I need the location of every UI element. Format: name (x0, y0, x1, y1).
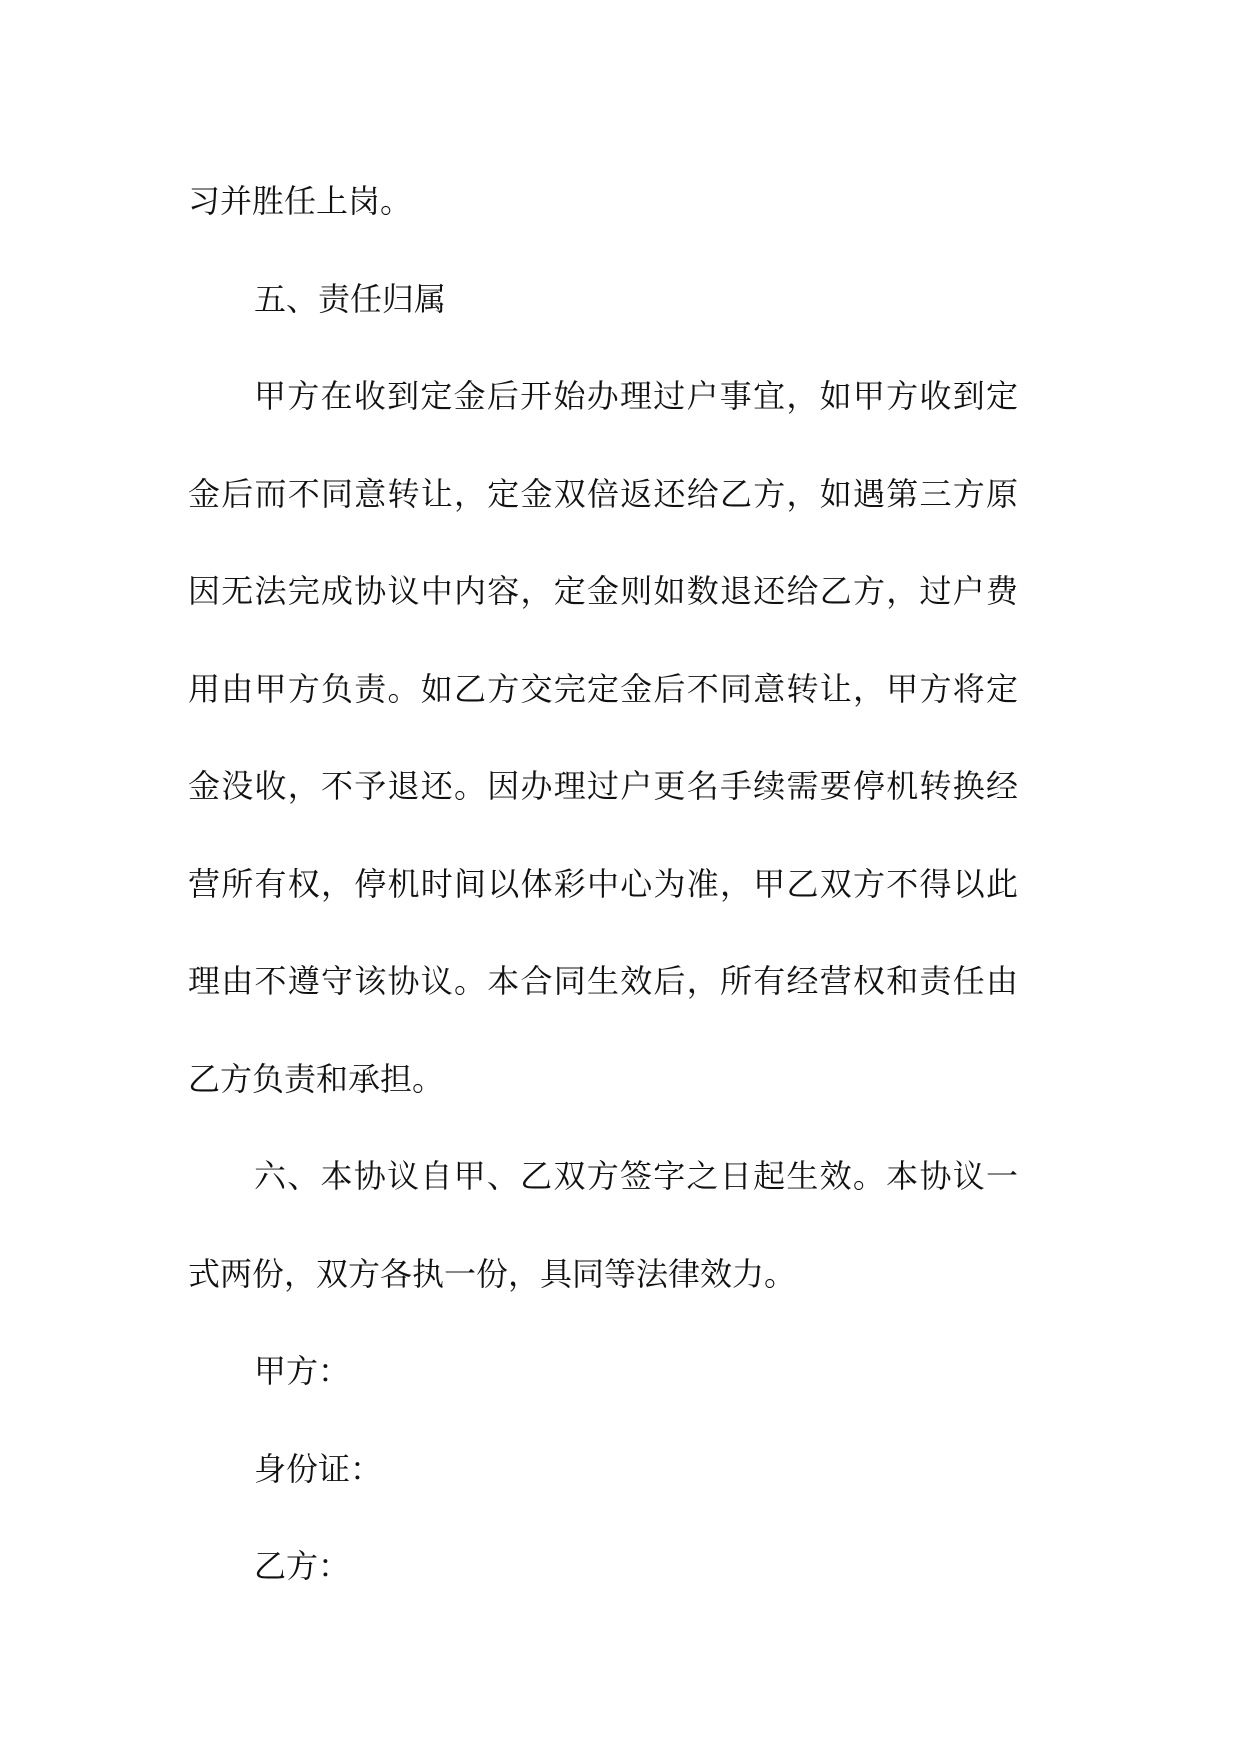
signature-label-party-b: 乙方： (254, 1547, 351, 1585)
text-line: 习并胜任上岗。 (188, 182, 413, 220)
signature-label-id-card: 身份证： (254, 1449, 383, 1488)
text-line: 乙方负责和承担。 (188, 1059, 445, 1098)
signature-label-party-a: 甲方： (254, 1352, 351, 1390)
text-line: 营所有权，停机时间以体彩中心为准，甲乙双方不得以此 (188, 864, 1018, 903)
text-line: 用由甲方负责。如乙方交完定金后不同意转让，甲方将定 (188, 669, 1018, 708)
section-heading: 五、责任归属 (254, 279, 447, 318)
text-line: 甲方在收到定金后开始办理过户事宜，如甲方收到定 (254, 377, 1018, 415)
text-line: 式两份，双方各执一份，具同等法律效力。 (188, 1254, 797, 1293)
text-line: 金后而不同意转让，定金双倍返还给乙方，如遇第三方原 (188, 474, 1018, 513)
text-line: 六、本协议自甲、乙双方签字之日起生效。本协议一 (254, 1157, 1018, 1195)
document-body (188, 153, 1018, 1616)
text-line: 理由不遵守该协议。本合同生效后，所有经营权和责任由 (188, 962, 1018, 1000)
text-line: 金没收，不予退还。因办理过户更名手续需要停机转换经 (188, 767, 1018, 805)
text-line: 因无法完成协议中内容，定金则如数退还给乙方，过户费 (188, 572, 1018, 610)
